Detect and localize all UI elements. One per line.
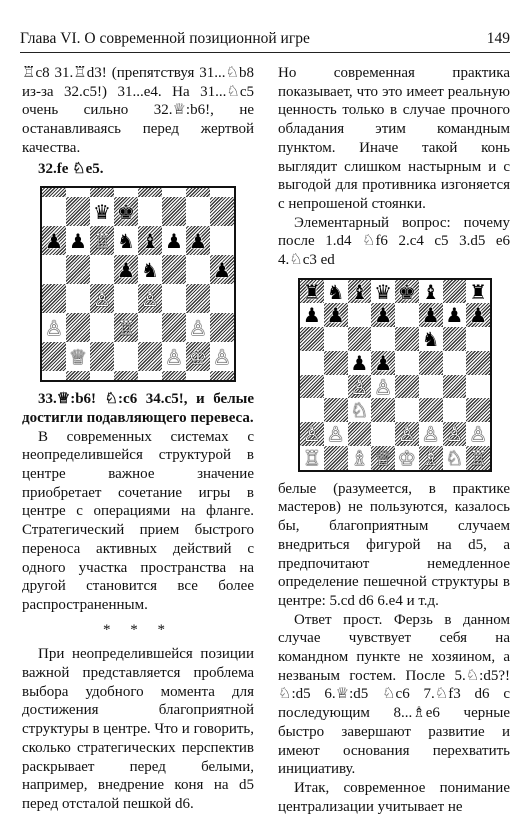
square-h7 [210, 197, 234, 226]
square-a6 [42, 226, 66, 255]
square-e7 [138, 197, 162, 226]
square-c4 [348, 375, 372, 399]
chess-piece-f6: ♞ [421, 327, 440, 351]
square-e4 [395, 375, 419, 399]
left-column [22, 64, 254, 814]
paragraph: ♖c8 31.♖d3! (препятствуя 31...♘b8 из-за 32.c5!) 31...e4. На 31...♘c5 очень сильно 32.♕:b6!, не останавливаясь перед жертвой качества. [22, 65, 254, 156]
square-g2 [443, 422, 467, 446]
chess-piece-h2: ♙ [469, 422, 488, 446]
chess-piece-d6: ♞ [117, 228, 135, 253]
page-number: 149 [486, 30, 510, 47]
chess-piece-f8: ♝ [421, 279, 440, 304]
square-a4 [300, 375, 324, 399]
square-h3 [210, 313, 234, 342]
chess-piece-d7: ♚ [117, 199, 135, 224]
chess-piece-c3: ♘ [350, 398, 369, 423]
square-a5 [300, 351, 324, 375]
chess-piece-a3: ♙ [45, 315, 63, 340]
move-line: 32.fe ♘e5. [38, 160, 104, 177]
square-h1 [466, 446, 490, 470]
square-g5 [186, 255, 210, 284]
square-f5 [162, 255, 186, 284]
square-c7 [90, 197, 114, 226]
square-d4 [114, 284, 138, 313]
chess-piece-e4: ♙ [141, 286, 159, 311]
chess-piece-h2: ♙ [213, 344, 231, 369]
chess-piece-b2: ♙ [326, 422, 345, 446]
paragraph: Ответ прост. Ферзь в данном случае чувствует себя на командном пункте не хозяином, а незваным гостем. После 5.♘:d5?! ♘:d5 6.♕:d5 ♘c6 7.♘f3 d6 с последующим 8...♗e6 черные быстро завершают развитие и имеют основания перехватить инициативу. [278, 611, 510, 778]
chess-piece-g6: ♟ [189, 228, 207, 253]
square-d5 [114, 255, 138, 284]
square-g4 [186, 284, 210, 313]
square-h8 [466, 280, 490, 304]
square-g2 [186, 342, 210, 371]
square-h4 [210, 284, 234, 313]
chess-piece-b8: ♞ [326, 279, 345, 304]
chess-piece-c1: ♗ [350, 445, 369, 470]
square-b5 [324, 351, 348, 375]
square-f8 [162, 188, 186, 197]
square-b8 [66, 188, 90, 197]
square-h6 [466, 327, 490, 351]
square-g3 [186, 313, 210, 342]
square-h8 [210, 188, 234, 197]
square-b3 [66, 313, 90, 342]
square-g6 [443, 327, 467, 351]
square-d7 [371, 303, 395, 327]
square-e2 [395, 422, 419, 446]
square-a1 [42, 371, 66, 380]
chess-piece-f6: ♟ [165, 228, 183, 253]
paragraph: При неопределившейся позиции важной представляется проблема выбора удобного момента для достижения благоприятной структуры в центре. Что и говорить, сколько стратегических перспектив раскрывает перед белыми, например, внедрение коня на d5 перед отсталой пешкой d6. [22, 646, 254, 812]
square-d8 [371, 280, 395, 304]
chess-piece-c4: ♙ [350, 374, 369, 399]
square-a8 [42, 188, 66, 197]
chess-piece-d5: ♟ [117, 257, 135, 282]
square-d6 [371, 327, 395, 351]
square-b4 [324, 375, 348, 399]
chess-piece-d3: ♖ [117, 315, 135, 340]
square-e6 [138, 226, 162, 255]
chess-piece-d8: ♛ [374, 279, 393, 304]
square-h5 [210, 255, 234, 284]
square-b4 [66, 284, 90, 313]
square-d6 [114, 226, 138, 255]
chess-piece-e6: ♝ [141, 228, 159, 253]
square-c3 [90, 313, 114, 342]
square-b6 [66, 226, 90, 255]
square-d1 [371, 446, 395, 470]
square-c6 [348, 327, 372, 351]
chess-piece-g7: ♟ [445, 303, 464, 328]
square-e3 [395, 398, 419, 422]
chess-piece-c6: ♖ [93, 228, 111, 253]
square-b7 [66, 197, 90, 226]
square-e4 [138, 284, 162, 313]
chess-piece-g2: ♙ [445, 422, 464, 446]
square-f5 [419, 351, 443, 375]
square-e2 [138, 342, 162, 371]
square-c5 [348, 351, 372, 375]
square-g8 [186, 188, 210, 197]
square-e6 [395, 327, 419, 351]
square-g1 [186, 371, 210, 380]
square-b2 [66, 342, 90, 371]
paragraph: Но современная практика показывает, что это имеет реальную ценность только в случае прочного обладания этим командным пунктом. Иначе такой конь выглядит слишком настырным и с выгодой для противника изгоняется с непрошеной стоянки. [278, 65, 510, 212]
square-c5 [90, 255, 114, 284]
square-a3 [42, 313, 66, 342]
square-c8 [348, 280, 372, 304]
paragraph: Итак, современное понимание централизации учитывает не [278, 779, 510, 815]
chapter-title: Глава VI. О современной позиционной игре [20, 30, 310, 47]
square-b6 [324, 327, 348, 351]
square-d5 [371, 351, 395, 375]
paragraph: 33.♕:b6! ♘:c6 34.c5!, и белые достигли подавляющего перевеса. [22, 391, 254, 426]
paragraph: белые (разумеется, в практике мастеров) не пользуются, казалось бы, благоприятным случаем внедриться фигурой на d5, а предпочитают немедленное определение пешечной структуры в центре: 5.cd d6 6.e4 и т.д. [278, 480, 510, 609]
square-a3 [300, 398, 324, 422]
square-h4 [466, 375, 490, 399]
chess-piece-f2: ♙ [165, 344, 183, 369]
chess-piece-b7: ♟ [326, 303, 345, 328]
chess-piece-c5: ♟ [350, 350, 369, 375]
chess-piece-h5: ♟ [213, 257, 231, 282]
chess-piece-a8: ♜ [302, 279, 321, 304]
square-c7 [348, 303, 372, 327]
square-g5 [443, 351, 467, 375]
chess-piece-e8: ♚ [397, 279, 416, 304]
square-a2 [42, 342, 66, 371]
square-h2 [466, 422, 490, 446]
square-a5 [42, 255, 66, 284]
square-d2 [114, 342, 138, 371]
square-f8 [419, 280, 443, 304]
square-d3 [371, 398, 395, 422]
square-e1 [395, 446, 419, 470]
chess-piece-f7: ♟ [421, 303, 440, 328]
square-b1 [324, 446, 348, 470]
square-g8 [443, 280, 467, 304]
square-f3 [162, 313, 186, 342]
chess-piece-a7: ♟ [302, 303, 321, 328]
chess-piece-d5: ♟ [374, 350, 393, 375]
square-g1 [443, 446, 467, 470]
square-d2 [371, 422, 395, 446]
chess-piece-h1: ♖ [469, 445, 488, 470]
square-b5 [66, 255, 90, 284]
chess-piece-g1: ♘ [445, 445, 464, 470]
square-c8 [90, 188, 114, 197]
square-g7 [186, 197, 210, 226]
square-g3 [443, 398, 467, 422]
paragraph: Элементарный вопрос: почему после 1.d4 ♘f6 2.c4 c5 3.d5 e6 4.♘c3 ed [278, 214, 510, 269]
square-f4 [162, 284, 186, 313]
chess-piece-c8: ♝ [350, 279, 369, 304]
chess-piece-e1: ♔ [397, 445, 416, 470]
square-b2 [324, 422, 348, 446]
square-b7 [324, 303, 348, 327]
square-a8 [300, 280, 324, 304]
chess-piece-b6: ♟ [69, 228, 87, 253]
square-b8 [324, 280, 348, 304]
square-h6 [210, 226, 234, 255]
square-c3 [348, 398, 372, 422]
chess-diagram-2 [298, 278, 492, 472]
chess-piece-c4: ♙ [93, 286, 111, 311]
square-f7 [162, 197, 186, 226]
square-a7 [42, 197, 66, 226]
chess-diagram-1 [40, 186, 236, 382]
square-h5 [466, 351, 490, 375]
square-f6 [162, 226, 186, 255]
chess-piece-b2: ♕ [69, 344, 87, 369]
square-h2 [210, 342, 234, 371]
square-c1 [348, 446, 372, 470]
square-a7 [300, 303, 324, 327]
square-f4 [419, 375, 443, 399]
square-f7 [419, 303, 443, 327]
section-separator: * * * [103, 621, 173, 638]
chess-piece-d7: ♟ [374, 303, 393, 328]
chess-piece-a1: ♖ [302, 445, 321, 470]
chess-piece-f1: ♗ [421, 445, 440, 470]
square-d7 [114, 197, 138, 226]
square-e8 [138, 188, 162, 197]
square-g7 [443, 303, 467, 327]
chess-piece-a2: ♙ [302, 422, 321, 446]
square-c2 [90, 342, 114, 371]
chess-piece-h8: ♜ [469, 279, 488, 304]
square-a1 [300, 446, 324, 470]
chess-piece-c7: ♛ [93, 199, 111, 224]
square-d3 [114, 313, 138, 342]
square-b1 [66, 371, 90, 380]
square-e5 [138, 255, 162, 284]
square-c2 [348, 422, 372, 446]
square-f1 [162, 371, 186, 380]
running-header [20, 28, 510, 53]
chess-piece-h7: ♟ [469, 303, 488, 328]
square-a2 [300, 422, 324, 446]
square-d1 [114, 371, 138, 380]
right-column [278, 64, 510, 816]
square-c1 [90, 371, 114, 380]
square-e1 [138, 371, 162, 380]
square-h3 [466, 398, 490, 422]
square-h7 [466, 303, 490, 327]
square-h1 [210, 371, 234, 380]
square-f3 [419, 398, 443, 422]
square-e3 [138, 313, 162, 342]
chess-piece-e5: ♞ [141, 257, 159, 282]
chess-piece-f2: ♙ [421, 422, 440, 446]
square-g6 [186, 226, 210, 255]
square-d4 [371, 375, 395, 399]
chess-piece-g3: ♙ [189, 315, 207, 340]
chess-piece-g2: ♔ [189, 344, 207, 369]
square-c6 [90, 226, 114, 255]
square-e8 [395, 280, 419, 304]
paragraph: В современных системах с неопределившейся структурой в центре важное значение приобретает сочетание игры в центре с операциями на фланге. Стратегический прием быстрого переноса активных действий с одного участка пространства на другой становится все более распространенным. [22, 428, 254, 613]
square-d8 [114, 188, 138, 197]
square-e7 [395, 303, 419, 327]
square-f2 [419, 422, 443, 446]
square-f2 [162, 342, 186, 371]
square-e5 [395, 351, 419, 375]
chess-piece-e2: ♙ [397, 422, 416, 446]
square-a6 [300, 327, 324, 351]
chess-piece-d4: ♙ [374, 374, 393, 399]
chess-piece-a6: ♟ [45, 228, 63, 253]
square-f1 [419, 446, 443, 470]
square-a4 [42, 284, 66, 313]
square-f6 [419, 327, 443, 351]
chess-piece-d1: ♕ [374, 445, 393, 470]
square-b3 [324, 398, 348, 422]
square-c4 [90, 284, 114, 313]
square-g4 [443, 375, 467, 399]
